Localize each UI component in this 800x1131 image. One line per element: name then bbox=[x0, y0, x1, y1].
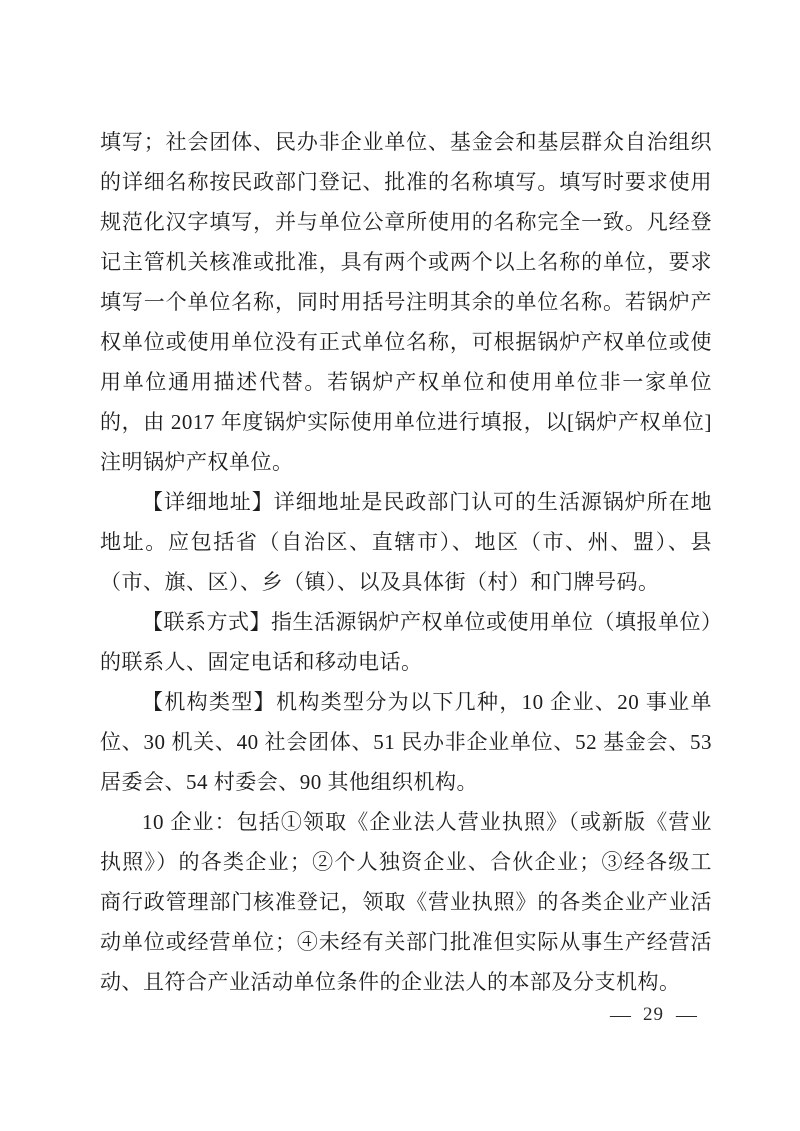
footer-dash-left: — bbox=[610, 1004, 631, 1026]
paragraph-unit-name-rules: 填写；社会团体、民办非企业单位、基金会和基层群众自治组织的详细名称按民政部门登记、批准的名称填写。填写时要求使用规范化汉字填写，并与单位公章所使用的名称完全一致。凡经登记主管机关核准或批准，具有两个或两个以上名称的单位，要求填写一个单位名称，同时用括号注明其余的单位名称。若锅炉产权单位或使用单位没有正式单位名称，可根据锅炉产权单位或使用单位通用描述代替。若锅炉产权单位和使用单位非一家单位的，由 2017 年度锅炉实际使用单位进行填报，以[锅炉产权单位]注明锅炉产权单位。 bbox=[100, 130, 712, 474]
footer-dash-right: — bbox=[676, 1004, 697, 1026]
paragraph-institution-type: 【机构类型】机构类型分为以下几种，10 企业、20 事业单位、30 机关、40 社会团体、51 民办非企业单位、52 基金会、53 居委会、54 村委会、90 其他组织机构。 bbox=[100, 690, 712, 794]
paragraph-contact-info: 【联系方式】指生活源锅炉产权单位或使用单位（填报单位）的联系人、固定电话和移动电话。 bbox=[100, 610, 712, 674]
paragraph-enterprise-definition: 10 企业：包括①领取《企业法人营业执照》（或新版《营业执照》）的各类企业；②个人独资企业、合伙企业；③经各级工商行政管理部门核准登记，领取《营业执照》的各类企业产业活动单位或经营单位；④未经有关部门批准但实际从事生产经营活动、且符合产业活动单位条件的企业法人的本部及分支机构。 bbox=[100, 810, 712, 994]
page-number: 29 bbox=[643, 1004, 664, 1025]
page-footer bbox=[611, 1004, 696, 1026]
paragraph-detailed-address: 【详细地址】详细地址是民政部门认可的生活源锅炉所在地地址。应包括省（自治区、直辖市）、地区（市、州、盟）、县（市、旗、区）、乡（镇）、以及具体街（村）和门牌号码。 bbox=[100, 490, 712, 594]
document-body bbox=[100, 122, 712, 1002]
